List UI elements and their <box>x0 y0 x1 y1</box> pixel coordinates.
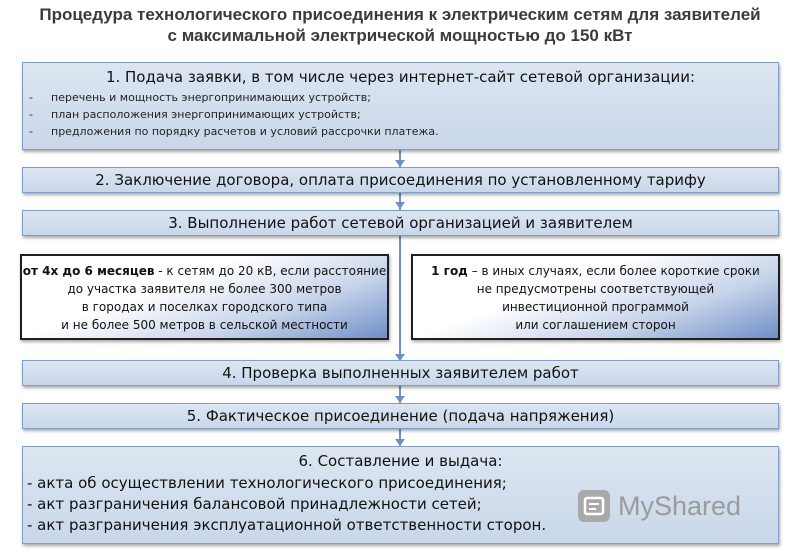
connector-arrow <box>395 202 405 209</box>
term-right-line-4: или соглашением сторон <box>515 318 676 332</box>
connector-arrow <box>395 160 405 167</box>
step-5-title: 5. Фактическое присоединение (подача напряжения) <box>186 407 615 425</box>
term-left-line-3: в городах и поселках городского типа <box>81 300 328 314</box>
title-line-1: Процедура технологического присоединения к электрическим сетям для заявителей <box>39 5 761 24</box>
term-right-line-2: не предусмотрены соответствующей <box>476 282 715 296</box>
step-2-title: 2. Заключение договора, оплата присоединения по установленному тарифу <box>95 171 706 189</box>
term-left-duration: от 4х до 6 месяцев <box>22 264 155 278</box>
connector-arrow <box>395 396 405 403</box>
term-right-box <box>411 254 780 340</box>
term-right-line-3: инвестиционной программой <box>502 300 689 314</box>
step-5-box <box>22 403 779 429</box>
connector-arrow <box>395 439 405 446</box>
term-left-line-4: и не более 500 метров в сельской местности <box>61 318 348 332</box>
term-left-condition: - к сетям до 20 кВ, если расстояние <box>154 264 387 278</box>
watermark-text: MyShared <box>618 490 742 521</box>
term-left-line-1 <box>22 262 387 280</box>
term-right-duration: 1 год <box>431 264 468 278</box>
myshared-logo-icon <box>578 490 610 522</box>
list-item: - акт разграничения балансовой принадлежности сетей; <box>27 495 482 513</box>
connector-line <box>399 235 401 361</box>
step-1-box <box>22 62 779 150</box>
step-2-box <box>22 167 779 193</box>
step-1-bullets <box>23 89 778 140</box>
step-3-title: 3. Выполнение работ сетевой организацией и заявителем <box>168 214 633 232</box>
step-4-box <box>22 360 779 386</box>
list-item: - акт разграничения эксплуатационной ответственности сторон. <box>27 516 547 534</box>
diagram-title <box>0 4 800 46</box>
bullet-item: - перечень и мощность энергопринимающих устройств; <box>23 89 778 106</box>
term-left-line-2: до участка заявителя не более 300 метров <box>67 282 342 296</box>
list-item: - акта об осуществлении технологического присоединения; <box>27 474 507 492</box>
step-1-title: 1. Подача заявки, в том числе через интернет-сайт сетевой организации: <box>105 68 696 86</box>
step-3-box <box>22 210 779 236</box>
term-left-box <box>20 254 389 340</box>
bullet-item: - план расположения энергопринимающих устройств; <box>23 106 778 123</box>
step-4-title: 4. Проверка выполненных заявителем работ <box>222 364 579 382</box>
bullet-item: - предложения по порядку расчетов и условий рассрочки платежа. <box>23 123 778 140</box>
watermark <box>578 488 741 524</box>
step-6-title: 6. Составление и выдача: <box>298 452 503 470</box>
title-line-2: с максимальной электрической мощностью до 150 кВт <box>167 26 633 45</box>
term-right-line-1 <box>413 262 778 280</box>
term-right-condition: – в иных случаях, если более короткие сроки <box>467 264 760 278</box>
